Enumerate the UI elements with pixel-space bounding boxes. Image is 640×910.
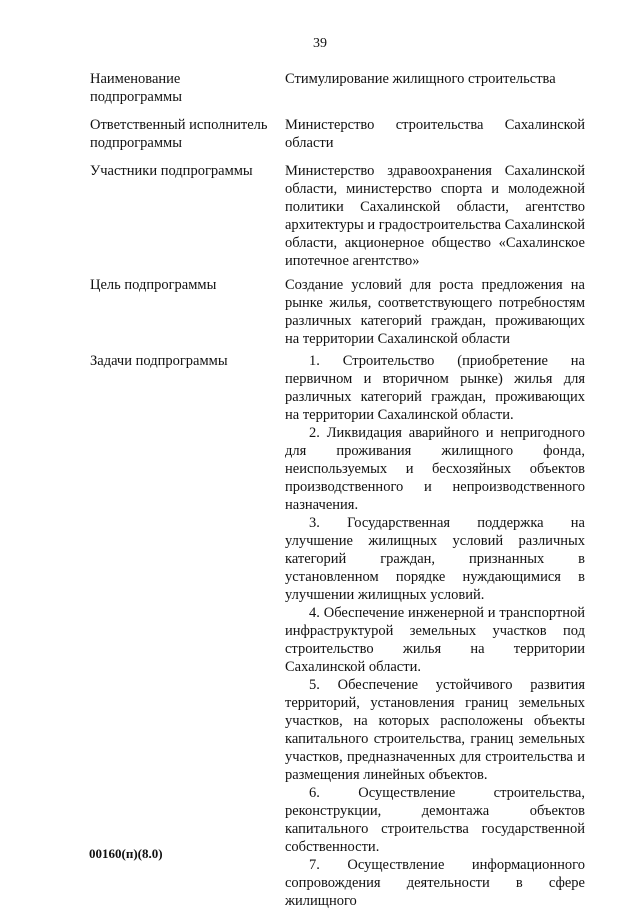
label-subprogram-name: Наименование подпрограммы <box>90 71 182 105</box>
task-item: 4. Обеспечение инженерной и транспортной инфраструктурой земельных участков под строительство жилья на территории Сахалинской области. <box>285 605 585 675</box>
label-responsible-executor: Ответственный исполнитель подпрограммы <box>90 117 268 151</box>
document-code: 00160(п)(8.0) <box>89 846 163 861</box>
task-item: 2. Ликвидация аварийного и непригодного для проживания жилищного фонда, неиспользуемых и бесхозяйных объектов производственного и непроизводственного назначения. <box>285 425 585 513</box>
label-goal: Цель подпрограммы <box>90 277 217 293</box>
label-participants: Участники подпрограммы <box>90 163 253 179</box>
value-responsible-executor: Министерство строительства Сахалинской области <box>285 117 585 151</box>
label-tasks: Задачи подпрограммы <box>90 353 228 369</box>
value-subprogram-name: Стимулирование жилищного строительства <box>285 71 556 87</box>
task-item: 7. Осуществление информационного сопровождения деятельности в сфере жилищного <box>285 857 585 909</box>
task-item: 1. Строительство (приобретение на первичном и вторичном рынке) жилья для различных категорий граждан, проживающих на территории Сахалинской области. <box>285 353 585 423</box>
value-goal: Создание условий для роста предложения на рынке жилья, соответствующего потребностям различных категорий граждан, проживающих на территории Сахалинской области <box>285 277 585 347</box>
value-tasks <box>285 352 585 910</box>
page-number: 39 <box>313 36 327 51</box>
task-item: 5. Обеспечение устойчивого развития территорий, установления границ земельных участков, на которых расположены объекты капитального строительства, границ земельных участков, предназначенных для строительства и размещения линейных объектов. <box>285 677 585 783</box>
task-item: 3. Государственная поддержка на улучшение жилищных условий различных категорий граждан, признанных в установленном порядке нуждающимися в улучшении жилищных условий. <box>285 515 585 603</box>
task-item: 6. Осуществление строительства, реконструкции, демонтажа объектов капитального строительства государственной собственности. <box>285 785 585 855</box>
value-participants: Министерство здравоохранения Сахалинской области, министерство спорта и молодежной политики Сахалинской области, агентство архитектуры и градостроительства Сахалинской области, акционерное общество «Сахалинское ипотечное агентство» <box>285 163 585 269</box>
